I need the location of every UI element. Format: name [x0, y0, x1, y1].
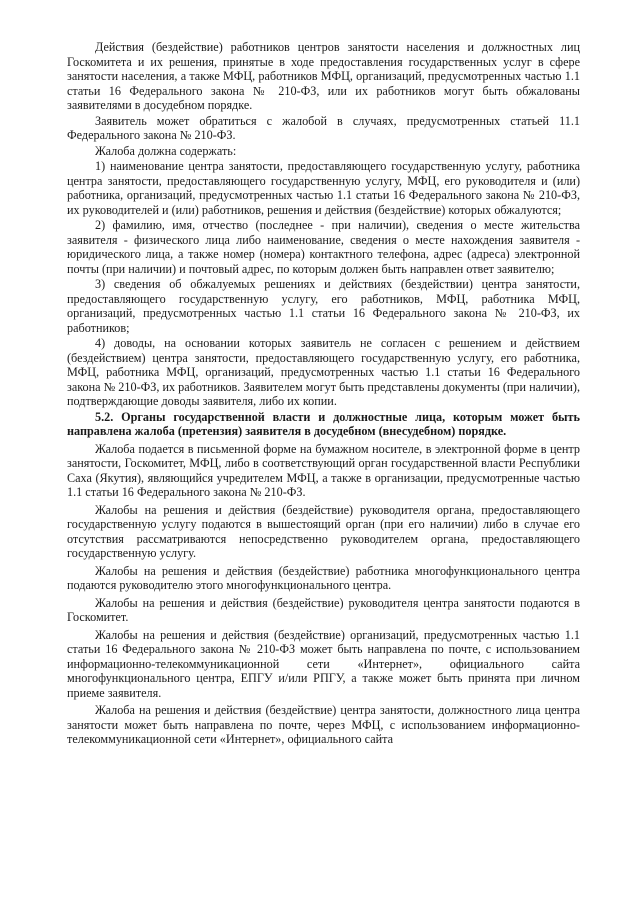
section-heading: 5.2. Органы государственной власти и должностные лица, которым может быть направлена жалоба (претензия) заявителя в досудебном (внесудебном) порядке. [67, 409, 580, 438]
paragraph-appeal-cases: Заявитель может обратиться с жалобой в случаях, предусмотренных статьей 11.1 Федерального закона № 210-ФЗ. [67, 113, 580, 142]
list-item-1: 1) наименование центра занятости, предоставляющего государственную услугу, работника центра занятости, предоставляющего государственную услугу, МФЦ, его руководителя и (или) работника, организаций, предусмотренных частью 1.1 статьи 16 Федерального закона № 210-ФЗ, их руководителей и (или) работников, решения и действия (бездействие) которых обжалуются; [67, 159, 580, 217]
paragraph-submission-form: Жалоба подается в письменной форме на бумажном носителе, в электронной форме в центр занятости, Госкомитет, МФЦ, либо в соответствующий орган государственной власти Республики Саха (Якутия), являющийся учредителем МФЦ, а также в организации, предусмотренные частью 1.1 статьи 16 Федерального закона № 210-ФЗ. [67, 441, 580, 499]
paragraph-center-complaints: Жалоба на решения и действия (бездействие) центра занятости, должностного лица центра занятости может быть направлена по почте, через МФЦ, с использованием информационно-телекоммуникационной сети «Интернет», официального сайта [67, 703, 580, 746]
paragraph-mfc-worker-complaints: Жалобы на решения и действия (бездействие) работника многофункционального центра подаются руководителю этого многофункционального центра. [67, 563, 580, 592]
list-item-4: 4) доводы, на основании которых заявитель не согласен с решением и действием (бездействием) центра занятости, предоставляющего государственную услугу, его работника, МФЦ, работника МФЦ, организаций, предусмотренных частью 1.1 статьи 16 Федерального закона № 210-ФЗ, их работников. Заявителем могут быть представлены документы (при наличии), подтверждающие доводы заявителя, либо их копии. [67, 336, 580, 408]
paragraph-organization-complaints: Жалобы на решения и действия (бездействие) организаций, предусмотренных частью 1.1 статьи 16 Федерального закона № 210-ФЗ может быть направлена по почте, с использованием информационно-телекоммуникационной сети «Интернет», официального сайта многофункционального центра, ЕПГУ и/или РПГУ, а также может быть принята при личном приеме заявителя. [67, 627, 580, 700]
paragraph-complaint-contents: Жалоба должна содержать: [95, 143, 237, 158]
list-item-2: 2) фамилию, имя, отчество (последнее - при наличии), сведения о месте жительства заявителя - физического лица либо наименование, сведения о месте нахождения заявителя - юридического лица, а также номер (номера) контактного телефона, адрес (адреса) электронной почты (при наличии) и почтовый адрес, по которым должен быть направлен ответ заявителю; [67, 218, 580, 276]
list-item-3: 3) сведения об обжалуемых решениях и действиях (бездействии) центра занятости, предоставляющего государственную услугу, его работников, МФЦ, работника МФЦ, организаций, предусмотренных частью 1.1 статьи 16 Федерального закона № 210-ФЗ, их работников; [67, 277, 580, 335]
paragraph-center-head-complaints: Жалобы на решения и действия (бездействие) руководителя центра занятости подаются в Госкомитет. [67, 595, 580, 624]
paragraph-appeal-scope: Действия (бездействие) работников центров занятости населения и должностных лиц Госкомитета и их решения, принятые в ходе предоставления государственных услуг в сфере занятости населения, а также МФЦ, работников МФЦ, организаций, предусмотренных частью 1.1 статьи 16 Федерального закона № 210-ФЗ, или их работников могут быть обжалованы заявителями в досудебном порядке. [67, 40, 580, 112]
paragraph-head-complaints: Жалобы на решения и действия (бездействие) руководителя органа, предоставляющего государственную услугу подаются в вышестоящий орган (при его наличии) либо в случае его отсутствия рассматриваются непосредственно руководителем органа, предоставляющего государственную услугу. [67, 502, 580, 560]
